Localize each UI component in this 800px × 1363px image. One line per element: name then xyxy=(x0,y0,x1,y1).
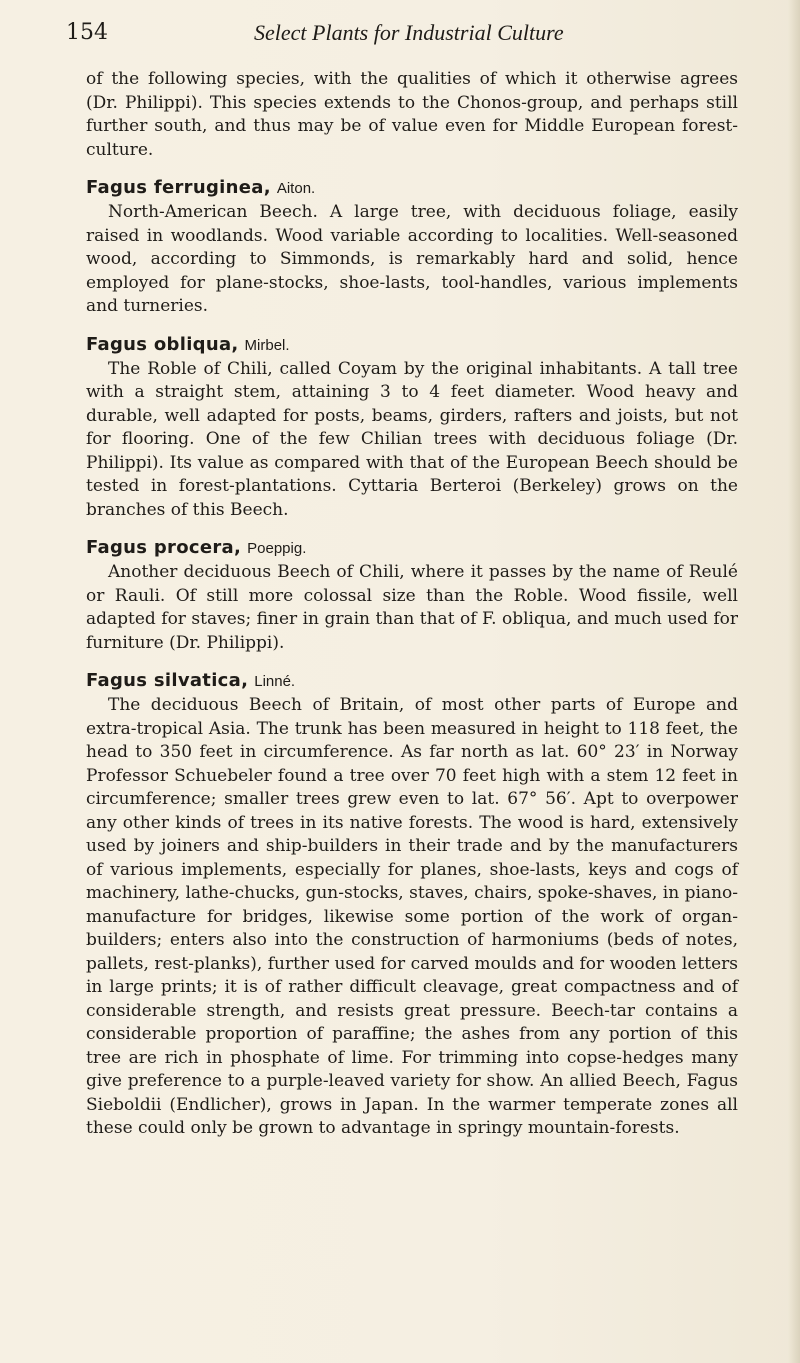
page-header xyxy=(66,20,746,52)
species-heading xyxy=(86,332,738,358)
species-entry-procera xyxy=(86,535,738,655)
species-name: Fagus procera, xyxy=(86,537,242,558)
species-description: North-American Beech. A large tree, with deciduous foliage, easily raised in woodlands. Wood variable according to localities. Well-seasoned wood, according to Simmonds, is remarkably hard and solid, hence employed for plane-stocks, shoe-lasts, tool-handles, various implements and turneries. xyxy=(86,202,738,316)
species-description: The Roble of Chili, called Coyam by the original inhabitants. A tall tree with a straight stem, attaining 3 to 4 feet diameter. Wood heavy and durable, well adapted for posts, beams, girders, rafters and joists, but not for flooring. One of the few Chilian trees with deciduous foliage (Dr. Philippi). Its value as compared with that of the European Beech should be tested in forest-plantations. Cyttaria Berteroi (Berkeley) grows on the branches of this Beech. xyxy=(86,358,738,520)
species-heading xyxy=(86,175,738,201)
species-authority: Aiton. xyxy=(276,180,316,197)
species-name: Fagus silvatica, xyxy=(86,670,249,691)
species-entry-silvatica xyxy=(86,668,738,1141)
species-name: Fagus obliqua, xyxy=(86,333,239,355)
species-authority: Linné. xyxy=(254,673,296,690)
page-edge-shadow xyxy=(788,0,800,1363)
running-head: Select Plants for Industrial Culture xyxy=(254,20,564,45)
species-entry-ferruginea xyxy=(86,175,738,319)
species-entry-obliqua xyxy=(86,332,738,523)
species-description: Another deciduous Beech of Chili, where it passes by the name of Reulé or Rauli. Of still more colossal size than the Roble. Wood fissile, well adapted for staves; finer in grain than that of F. obliqua, and much used for furniture (Dr. Philippi). xyxy=(86,562,738,653)
species-description: The deciduous Beech of Britain, of most other parts of Europe and extra-tropical Asia. The trunk has been measured in height to 118 feet, the head to 350 feet in circumference. As far north as lat. 60° 23′ in Norway Professor Schuebeler found a tree over 70 feet high with a stem 12 feet in circumference; smaller trees grew even to lat. 67° 56′. Apt to overpower any other kinds of trees in its native forests. The wood is hard, extensively used by joiners and ship-builders in their trade and by the manufacturers of various implements, especially for planes, shoe-lasts, keys and cogs of machinery, lathe-chucks, gun-stocks, staves, chairs, spoke-shaves, in piano-manufacture for bridges, likewise some portion of the work of organ-builders; enters also into the construction of harmoniums (beds of notes, pallets, rest-planks), further used for carved moulds and for wooden letters in large prints; it is of rather difficult cleavage, great compactness and of considerable strength, and resists great pressure. Beech-tar contains a considerable proportion of paraffine; the ashes from any portion of this tree are rich in phosphate of lime. For trimming into copse-hedges many give preference to a purple-leaved variety for show. An allied Beech, Fagus Sieboldii (Endlicher), grows in Japan. In the warmer temperate zones all these could only be grown to advantage in springy mountain-forests. xyxy=(86,695,738,1138)
species-authority: Mirbel. xyxy=(244,336,290,354)
page-number: 154 xyxy=(66,20,108,45)
intro-paragraph: of the following species, with the qualities of which it otherwise agrees (Dr. Philippi). This species extends to the Chonos-group, and perhaps still further south, and thus may be of value even for Middle European forest-culture. xyxy=(86,69,738,160)
species-authority: Poeppig. xyxy=(247,540,307,557)
species-name: Fagus ferruginea, xyxy=(86,177,271,198)
species-heading xyxy=(86,668,738,694)
species-heading xyxy=(86,535,738,561)
page-content xyxy=(86,68,738,1141)
